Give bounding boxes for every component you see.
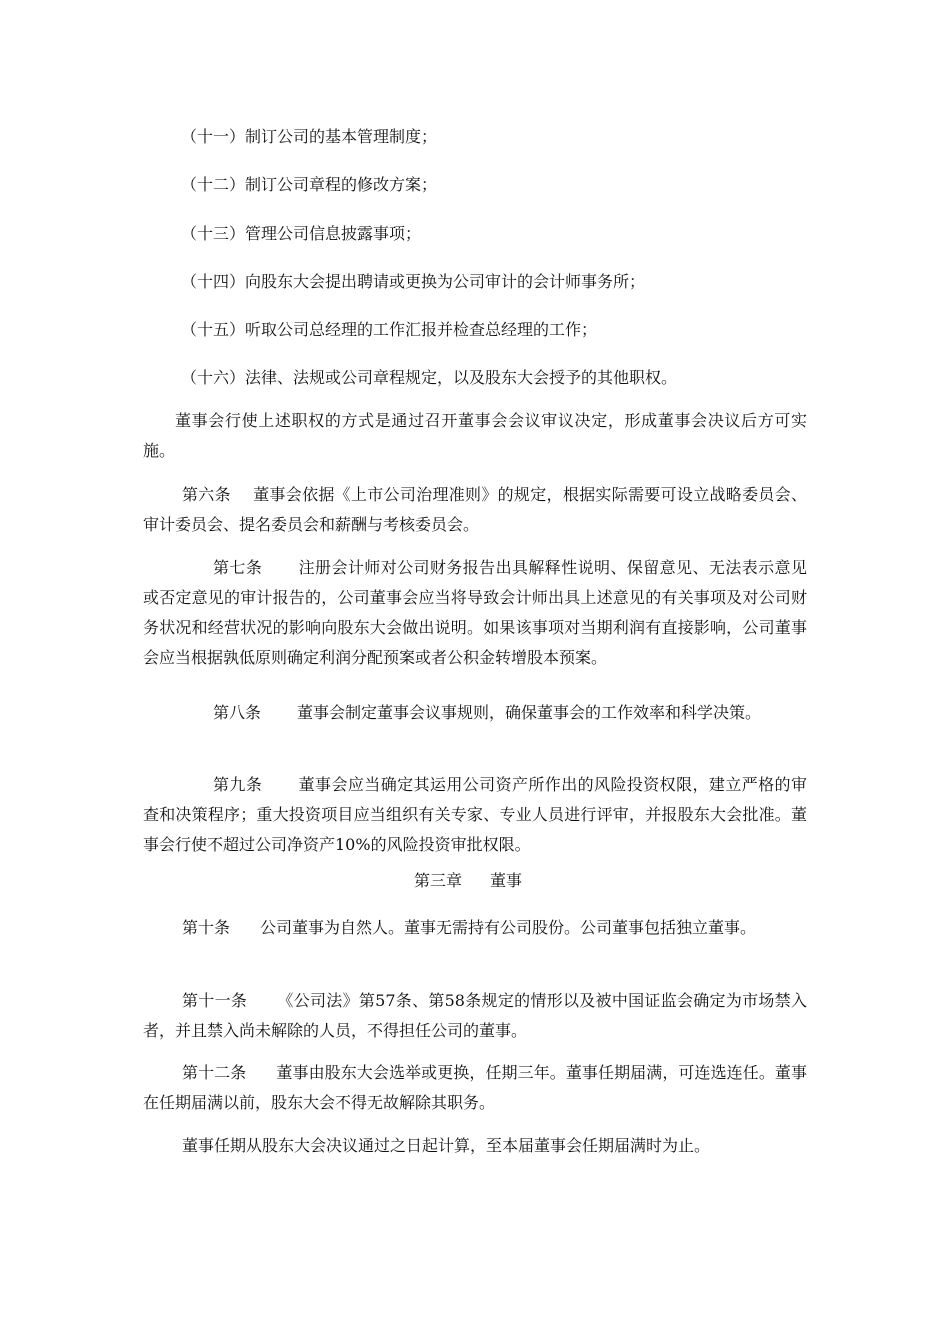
- article-8: [143, 698, 807, 728]
- article-text: 董事由股东大会选举或更换，任期三年。董事任期届满，可连选连任。董事在任期届满以前，股东大会不得无故解除其职务。: [143, 1063, 807, 1112]
- chapter-heading: [414, 870, 522, 892]
- article-text: 董事会应当确定其运用公司资产所作出的风险投资权限，建立严格的审查和决策程序；重大投资项目应当组织有关专家、专业人员进行评审，并报股东大会批准。董事会行使不超过公司净资产10%的风险投资审批权限。: [143, 775, 807, 854]
- article-text: 董事会制定董事会议事规则，确保董事会的工作效率和科学决策。: [297, 703, 762, 722]
- board-exercise-paragraph: [143, 406, 807, 466]
- article-text: 注册会计师对公司财务报告出具解释性说明、保留意见、无法表示意见或否定意见的审计报告的，公司董事会应当将导致会计师出具上述意见的有关事项及对公司财务状况和经营状况的影响向股东大会做出说明。如果该事项对当期利润有直接影响，公司董事会应当根据孰低原则确定利润分配预案或者公积金转增股本预案。: [143, 558, 807, 667]
- chapter-title: 董事: [490, 871, 523, 890]
- article-label: 第十条: [182, 918, 231, 937]
- article-label: 第七条: [213, 558, 263, 577]
- article-11: [143, 986, 807, 1046]
- list-item: （十六）法律、法规或公司章程规定，以及股东大会授予的其他职权。: [181, 368, 678, 387]
- list-item: （十三）管理公司信息披露事项；: [181, 224, 422, 243]
- list-item: （十五）听取公司总经理的工作汇报并检查总经理的工作；: [181, 320, 598, 339]
- paragraph-text: 董事任期从股东大会决议通过之日起计算，至本届董事会任期届满时为止。: [182, 1136, 711, 1155]
- article-text: 董事会依据《上市公司治理准则》的规定，根据实际需要可设立战略委员会、审计委员会、提名委员会和薪酬与考核委员会。: [143, 485, 807, 534]
- article-label: 第六条: [182, 485, 231, 504]
- term-paragraph: [143, 1131, 807, 1161]
- article-7: [143, 553, 807, 673]
- article-text: 《公司法》第57条、第58条规定的情形以及被中国证监会确定为市场禁入者，并且禁入尚未解除的人员，不得担任公司的董事。: [143, 991, 807, 1040]
- article-label: 第十一条: [182, 991, 248, 1010]
- paragraph-text: 董事会行使上述职权的方式是通过召开董事会会议审议决定，形成董事会决议后方可实施。: [143, 411, 807, 460]
- list-item: （十二）制订公司章程的修改方案；: [181, 175, 438, 194]
- article-6: [143, 480, 807, 540]
- article-label: 第九条: [213, 775, 263, 794]
- chapter-label: 第三章: [414, 871, 463, 890]
- list-item: （十一）制订公司的基本管理制度；: [181, 127, 438, 146]
- list-item: （十四）向股东大会提出聘请或更换为公司审计的会计师事务所；: [181, 272, 646, 291]
- article-10: [143, 913, 807, 943]
- article-label: 第十二条: [182, 1063, 247, 1082]
- article-9: [143, 770, 807, 860]
- article-text: 公司董事为自然人。董事无需持有公司股份。公司董事包括独立董事。: [260, 918, 757, 937]
- article-12: [143, 1058, 807, 1118]
- article-label: 第八条: [213, 703, 262, 722]
